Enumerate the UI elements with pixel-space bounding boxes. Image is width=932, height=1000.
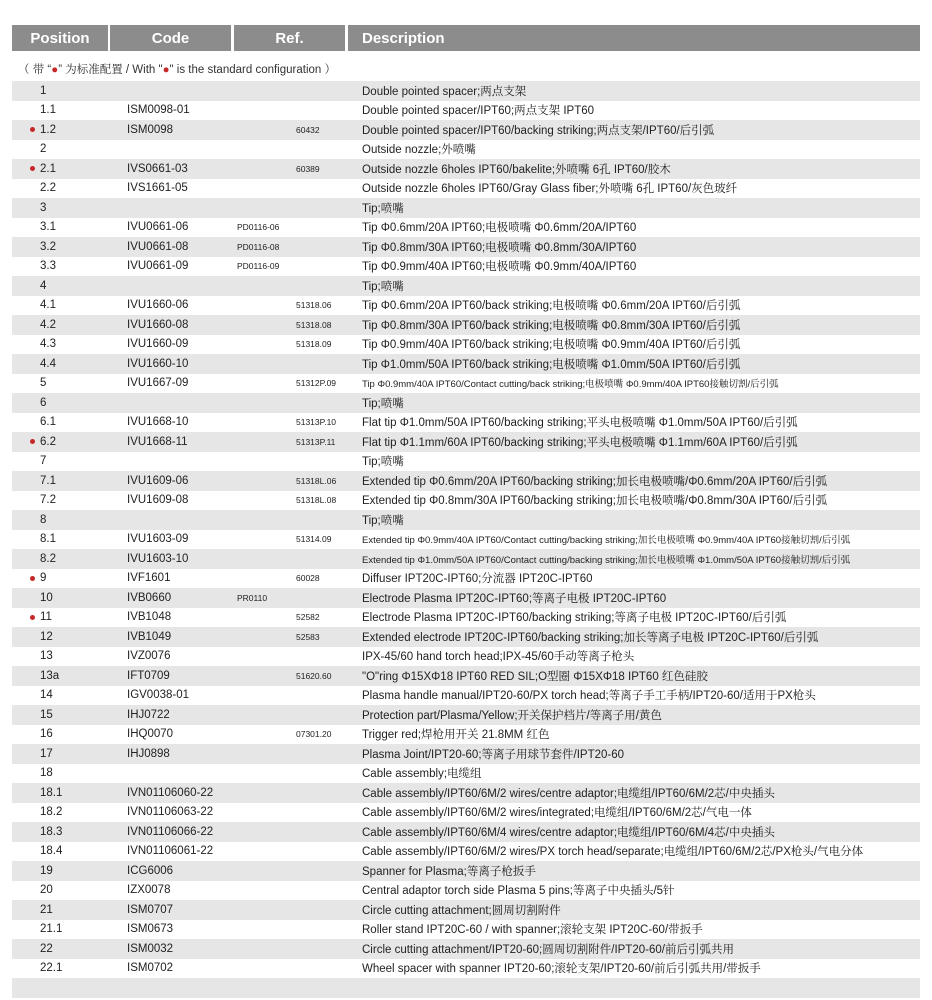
table-row: [12, 276, 920, 296]
code-cell: IVU0661-08: [127, 240, 189, 253]
position-cell: 19: [40, 864, 53, 877]
code-cell: IVN01106063-22: [127, 806, 214, 819]
table-row: [12, 627, 920, 647]
code-cell: IVU0661-09: [127, 260, 189, 273]
description-cell: Diffuser IPT20C-IPT60;分流器 IPT20C-IPT60: [362, 573, 593, 586]
position-cell: 4.3: [40, 338, 56, 351]
ref-number-cell: 52583: [296, 631, 320, 642]
position-cell: 3.3: [40, 260, 56, 273]
position-cell: 7: [40, 455, 47, 468]
position-cell: 22.1: [40, 962, 63, 975]
code-cell: IVU1668-10: [127, 416, 189, 429]
description-cell: Tip;喷嘴: [362, 456, 404, 469]
code-cell: IVN01106066-22: [127, 825, 214, 838]
description-cell: Tip Φ0.6mm/20A IPT60;电极喷嘴 Φ0.6mm/20A/IPT60: [362, 222, 637, 235]
code-cell: IVN01106061-22: [127, 845, 214, 858]
description-cell: Circle cutting attachment;圆周切割附件: [362, 904, 561, 917]
description-cell: Electrode Plasma IPT20C-IPT60;等离子电极 IPT20C-IPT60: [362, 592, 667, 605]
description-cell: Spanner for Plasma;等离子枪扳手: [362, 865, 536, 878]
position-cell: 5: [40, 377, 47, 390]
code-cell: IZX0078: [127, 884, 171, 897]
code-cell: IVZ0076: [127, 650, 171, 663]
description-cell: IPX-45/60 hand torch head;IPX-45/60手动等离子枪头: [362, 651, 635, 664]
table-row: [12, 647, 920, 667]
position-cell: 1.2: [12, 124, 108, 136]
description-cell: Electrode Plasma IPT20C-IPT60/backing striking;等离子电极 IPT20C-IPT60/后引弧: [362, 612, 787, 625]
description-cell: Plasma handle manual/IPT20-60/PX torch head;等离子手工手柄/IPT20-60/适用于PX枪头: [362, 690, 816, 703]
position-cell: 13a: [40, 669, 60, 682]
table-row: [12, 705, 920, 725]
table-row: [12, 471, 920, 491]
code-cell: ISM0673: [127, 923, 174, 936]
position-cell: 18.2: [40, 806, 63, 819]
description-cell: Tip;喷嘴: [362, 397, 404, 410]
description-cell: Tip;喷嘴: [362, 514, 404, 527]
table-row: [12, 803, 920, 823]
description-cell: Double pointed spacer;两点支架: [362, 85, 527, 98]
standard-config-dot-icon: [30, 615, 35, 620]
ref-number-cell: 52582: [296, 612, 320, 623]
table-row: [12, 842, 920, 862]
description-cell: Tip Φ1.0mm/50A IPT60/back striking;电极喷嘴 Φ1.0mm/50A IPT60/后引弧: [362, 358, 741, 371]
table-row-blank: [12, 978, 920, 998]
description-cell: Cable assembly/IPT60/6M/2 wires/centre adaptor;电缆组/IPT60/6M/2芯/中央插头: [362, 787, 775, 800]
ref-cell: PD0116-06: [237, 222, 280, 233]
description-cell: Cable assembly/IPT60/6M/4 wires/centre adaptor;电缆组/IPT60/6M/4芯/中央插头: [362, 826, 775, 839]
position-cell: 7.1: [40, 474, 56, 487]
code-cell: IHJ0898: [127, 747, 170, 760]
position-cell: 1: [40, 84, 47, 97]
ref-number-cell: 51314.09: [296, 534, 332, 545]
position-cell: 6: [40, 396, 47, 409]
description-cell: Outside nozzle 6holes IPT60/bakelite;外喷嘴 6孔 IPT60/胶木: [362, 163, 671, 176]
code-cell: IVU1609-06: [127, 474, 189, 487]
position-cell: 3: [40, 201, 47, 214]
description-cell: Tip;喷嘴: [362, 280, 404, 293]
ref-number-cell: 51318.09: [296, 339, 332, 350]
code-cell: IVU1667-09: [127, 377, 189, 390]
table-row: [12, 179, 920, 199]
description-cell: Outside nozzle;外喷嘴: [362, 144, 476, 157]
table-row: [12, 159, 920, 179]
table-row: [12, 81, 920, 101]
code-cell: IVU1609-08: [127, 494, 189, 507]
ref-number-cell: 51312P.09: [296, 378, 337, 389]
position-cell: 8.1: [40, 533, 56, 546]
ref-number-cell: 60432: [296, 124, 320, 135]
table-row: [12, 530, 920, 550]
table-row: [12, 491, 920, 511]
code-cell: IVB1048: [127, 611, 172, 624]
note-text-before: （ 带 “: [18, 64, 52, 76]
standard-config-dot-icon: [30, 576, 35, 581]
parts-table-body: [12, 81, 920, 998]
table-row: [12, 354, 920, 374]
position-cell: 22: [40, 942, 53, 955]
table-row: [12, 939, 920, 959]
position-cell: 17: [40, 747, 53, 760]
code-cell: ISM0702: [127, 962, 174, 975]
table-row: [12, 257, 920, 277]
note-dot-2: ●: [162, 64, 170, 76]
position-cell: 18.4: [40, 845, 63, 858]
code-cell: IVU1603-09: [127, 533, 189, 546]
code-cell: IVU1603-10: [127, 552, 189, 565]
table-row: [12, 510, 920, 530]
table-header: [12, 25, 920, 51]
description-cell: Cable assembly/IPT60/6M/2 wires/integrated;电缆组/IPT60/6M/2芯/气电一体: [362, 807, 752, 820]
table-row: [12, 101, 920, 121]
position-cell: 4.4: [40, 357, 56, 370]
description-cell: Extended electrode IPT20C-IPT60/backing striking;加长等离子电极 IPT20C-IPT60/后引弧: [362, 631, 819, 644]
description-cell: Extended tip Φ0.9mm/40A IPT60/Contact cutting/backing striking;加长电极喷嘴 Φ0.9mm/40A IPT60接触切割/后引弧: [362, 535, 851, 547]
description-cell: Flat tip Φ1.1mm/60A IPT60/backing striking;平头电极喷嘴 Φ1.1mm/60A IPT60/后引弧: [362, 436, 798, 449]
ref-cell: PD0116-08: [237, 241, 280, 252]
position-cell: 18: [40, 767, 53, 780]
header-position: Position: [12, 25, 108, 51]
description-cell: Cable assembly;电缆组: [362, 768, 482, 781]
table-row: [12, 198, 920, 218]
position-cell: 3.2: [40, 240, 56, 253]
code-cell: IVS0661-03: [127, 162, 188, 175]
position-cell: 18.3: [40, 825, 63, 838]
ref-number-cell: 51318.06: [296, 300, 332, 311]
table-row: [12, 822, 920, 842]
table-row: [12, 140, 920, 160]
description-cell: Double pointed spacer/IPT60/backing striking;两点支架/IPT60/后引弧: [362, 124, 715, 137]
code-cell: IVB0660: [127, 591, 172, 604]
code-cell: IGV0038-01: [127, 689, 190, 702]
description-cell: Extended tip Φ1.0mm/50A IPT60/Contact cutting/backing striking;加长电极喷嘴 Φ1.0mm/50A IPT60接触切割/后引弧: [362, 554, 851, 566]
table-row: [12, 920, 920, 940]
code-cell: IVS1661-05: [127, 182, 188, 195]
code-cell: IHQ0070: [127, 728, 174, 741]
description-cell: Tip Φ0.8mm/30A IPT60;电极喷嘴 Φ0.8mm/30A/IPT60: [362, 241, 637, 254]
standard-config-note: [18, 61, 336, 77]
code-cell: IVU1660-09: [127, 338, 189, 351]
description-cell: "O"ring Φ15XΦ18 IPT60 RED SIL;O型圈 Φ15XΦ18 IPT60 红色硅胶: [362, 670, 708, 683]
description-cell: Plasma Joint/IPT20-60;等离子用球节套件/IPT20-60: [362, 748, 625, 761]
standard-config-dot-icon: [30, 439, 35, 444]
description-cell: Tip Φ0.8mm/30A IPT60/back striking;电极喷嘴 Φ0.8mm/30A IPT60/后引弧: [362, 319, 741, 332]
code-cell: ICG6006: [127, 864, 174, 877]
position-cell: 21.1: [40, 923, 63, 936]
note-text-middle: ” 为标准配置 / With ": [58, 64, 163, 76]
ref-number-cell: 51318L.08: [296, 495, 337, 506]
code-cell: IVU1660-06: [127, 299, 189, 312]
description-cell: Roller stand IPT20C-60 / with spanner;滚轮支架 IPT20C-60/带扳手: [362, 924, 703, 937]
position-cell: 14: [40, 689, 53, 702]
description-cell: Extended tip Φ0.8mm/30A IPT60/backing striking;加长电极喷嘴/Φ0.8mm/30A IPT60/后引弧: [362, 495, 828, 508]
description-cell: Cable assembly/IPT60/6M/2 wires/PX torch head/separate;电缆组/IPT60/6M/2芯/PX枪头/气电分体: [362, 846, 864, 859]
code-cell: IVF1601: [127, 572, 171, 585]
table-row: [12, 764, 920, 784]
description-cell: Tip Φ0.9mm/40A IPT60;电极喷嘴 Φ0.9mm/40A/IPT60: [362, 261, 637, 274]
table-row: [12, 315, 920, 335]
table-row: [12, 413, 920, 433]
position-cell: 1.1: [40, 104, 56, 117]
ref-number-cell: 60389: [296, 163, 320, 174]
table-row: [12, 900, 920, 920]
position-cell: 20: [40, 884, 53, 897]
position-cell: 11: [12, 611, 108, 623]
ref-number-cell: 51313P.10: [296, 417, 337, 428]
table-row: [12, 296, 920, 316]
description-cell: Tip Φ0.9mm/40A IPT60/back striking;电极喷嘴 Φ0.9mm/40A IPT60/后引弧: [362, 339, 741, 352]
table-row: [12, 549, 920, 569]
description-cell: Wheel spacer with spanner IPT20-60;滚轮支架/IPT20-60/前后引弧共用/带扳手: [362, 963, 761, 976]
description-cell: Flat tip Φ1.0mm/50A IPT60/backing striking;平头电极喷嘴 Φ1.0mm/50A IPT60/后引弧: [362, 417, 798, 430]
table-row: [12, 744, 920, 764]
table-row: [12, 218, 920, 238]
table-row: [12, 432, 920, 452]
position-cell: 6.1: [40, 416, 56, 429]
description-cell: Extended tip Φ0.6mm/20A IPT60/backing striking;加长电极喷嘴/Φ0.6mm/20A IPT60/后引弧: [362, 475, 828, 488]
description-cell: Circle cutting attachment/IPT20-60;圆周切割附件/IPT20-60/前后引弧共用: [362, 943, 734, 956]
table-row: [12, 588, 920, 608]
code-cell: IVN01106060-22: [127, 786, 214, 799]
position-cell: 13: [40, 650, 53, 663]
description-cell: Central adaptor torch side Plasma 5 pins;等离子中央插头/5针: [362, 885, 675, 898]
table-row: [12, 959, 920, 979]
code-cell: IVU1668-11: [127, 435, 188, 448]
standard-config-dot-icon: [30, 127, 35, 132]
position-cell: 18.1: [40, 786, 63, 799]
code-cell: IVU0661-06: [127, 221, 189, 234]
table-row: [12, 374, 920, 394]
position-cell: 15: [40, 708, 53, 721]
position-cell: 4.1: [40, 299, 56, 312]
table-row: [12, 335, 920, 355]
table-row: [12, 569, 920, 589]
table-row: [12, 881, 920, 901]
description-cell: Double pointed spacer/IPT60;两点支架 IPT60: [362, 105, 595, 118]
code-cell: IVB1049: [127, 630, 172, 643]
ref-number-cell: 51318.08: [296, 319, 332, 330]
table-row: [12, 666, 920, 686]
table-row: [12, 452, 920, 472]
table-row: [12, 686, 920, 706]
code-cell: IHJ0722: [127, 708, 170, 721]
code-cell: IVU1660-08: [127, 318, 189, 331]
description-cell: Outside nozzle 6holes IPT60/Gray Glass fiber;外喷嘴 6孔 IPT60/灰色玻纤: [362, 183, 738, 196]
ref-number-cell: 51620.60: [296, 670, 332, 681]
header-description: Description: [348, 25, 920, 51]
header-ref: Ref.: [234, 25, 345, 51]
table-row: [12, 120, 920, 140]
description-cell: Tip Φ0.6mm/20A IPT60/back striking;电极喷嘴 Φ0.6mm/20A IPT60/后引弧: [362, 300, 741, 313]
position-cell: 3.1: [40, 221, 56, 234]
code-cell: IFT0709: [127, 669, 170, 682]
position-cell: 16: [40, 728, 53, 741]
ref-number-cell: 51313P.11: [296, 436, 336, 447]
table-row: [12, 237, 920, 257]
code-cell: IVU1660-10: [127, 357, 189, 370]
code-cell: ISM0032: [127, 942, 174, 955]
standard-config-dot-icon: [30, 166, 35, 171]
position-cell: 2.2: [40, 182, 56, 195]
position-cell: 4.2: [40, 318, 56, 331]
position-cell: 7.2: [40, 494, 56, 507]
code-cell: ISM0707: [127, 903, 174, 916]
table-row: [12, 608, 920, 628]
table-row: [12, 783, 920, 803]
code-cell: ISM0098-01: [127, 104, 190, 117]
position-cell: 2: [40, 143, 47, 156]
position-cell: 8: [40, 513, 47, 526]
position-cell: 4: [40, 279, 47, 292]
code-cell: ISM0098: [127, 123, 174, 136]
ref-number-cell: 07301.20: [296, 729, 332, 740]
note-dot: ●: [51, 64, 59, 76]
position-cell: 8.2: [40, 552, 56, 565]
ref-number-cell: 51318L.06: [296, 475, 337, 486]
table-row: [12, 861, 920, 881]
description-cell: Tip;喷嘴: [362, 202, 404, 215]
table-row: [12, 725, 920, 745]
position-cell: 12: [40, 630, 53, 643]
table-row: [12, 393, 920, 413]
description-cell: Trigger red;焊枪用开关 21.8MM 红色: [362, 729, 550, 742]
position-cell: 9: [12, 572, 108, 584]
header-code: Code: [110, 25, 231, 51]
position-cell: 10: [40, 591, 53, 604]
description-cell: Protection part/Plasma/Yellow;开关保护档片/等离子用/黄色: [362, 709, 662, 722]
position-cell: 6.2: [12, 436, 108, 448]
ref-number-cell: 60028: [296, 573, 320, 584]
ref-cell: PR0110: [237, 592, 268, 603]
note-text-after: " is the standard configuration ）: [169, 64, 336, 76]
position-cell: 21: [40, 903, 53, 916]
description-cell: Tip Φ0.9mm/40A IPT60/Contact cutting/back striking;电极喷嘴 Φ0.9mm/40A IPT60接触切割/后引弧: [362, 379, 779, 391]
position-cell: 2.1: [12, 163, 108, 175]
ref-cell: PD0116-09: [237, 261, 280, 272]
